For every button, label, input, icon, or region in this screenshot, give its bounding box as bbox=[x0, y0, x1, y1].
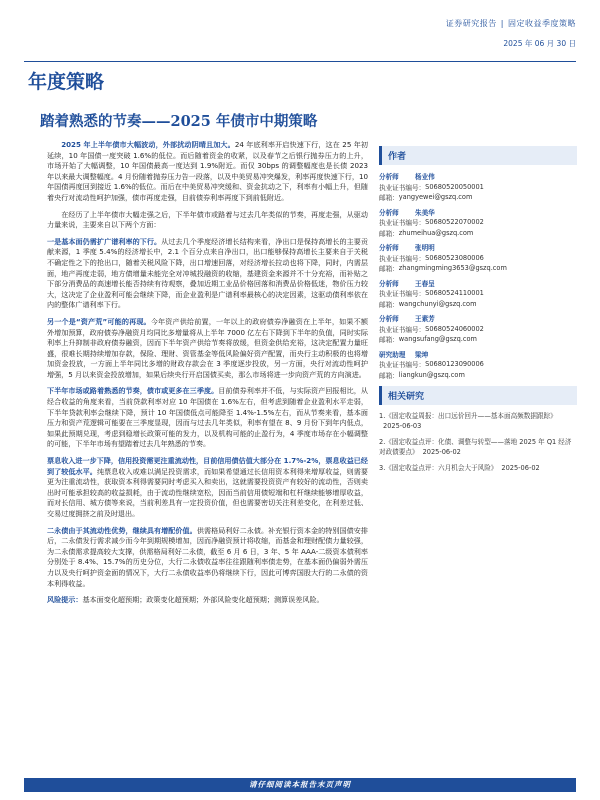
analyst-block bbox=[379, 349, 577, 381]
cert-number: S0680522070002 bbox=[425, 218, 484, 227]
analyst-name: 梁坤 bbox=[415, 350, 429, 359]
related-title: 2.《固定收益点评：化债、调整与转型——落地 2025 年 Q1 经济对政债要点》 bbox=[379, 438, 572, 456]
risk-body: 基本面变化超预期；政策变化超预期；外部风险变化超预期；测算误差风险。 bbox=[82, 595, 324, 605]
authors-heading: 作者 bbox=[379, 146, 577, 165]
analyst-name: 朱美华 bbox=[415, 208, 435, 217]
footer-disclaimer: 请仔细阅读本报告末页声明 bbox=[24, 778, 576, 792]
analyst-list bbox=[379, 171, 577, 380]
email-link[interactable]: wangsufang@gszq.com bbox=[398, 335, 477, 344]
paragraph-1 bbox=[47, 140, 368, 204]
paragraph-6 bbox=[47, 456, 368, 520]
paragraph-1-body: 24 年底利率开启快速下行，这在 25 年初延续，10 年国债一度突破 1.6%的低位。而后随着资金的收紧，以及春节之后银行抛券压力的上升，市场开始了大幅调整，10 年国债最高一度达到 1.9%附近。而仅 30bps 的调整幅度也是长债 2023 年以来最大调整幅度。4 月份随着抛券压力告一段落，以及中美贸易冲突爆发，利率再度快速下行，10 年国债再度回到接近 1.6%的低位。而后在中美贸易冲突缓和、资金抗动之下，利率有小幅上升，但随着央行对流动性呵护加强，债市再度走强，目前债券利率再度下到前低附近。 bbox=[47, 140, 368, 202]
related-title: 3.《固定收益点评：六月机会大于风险》 bbox=[379, 464, 498, 472]
paragraph-6-body: 纯票息收入或难以满足投资需求，而如果希望通过长信用资本利得来增厚收益，则需要更为注重流动性，获取资本利得需要同时考虑买入和卖出，这就需要投资资产有较好的流动性，否则卖出时可能承担较高的收益损耗，由于流动性继续宽松，因而当前信用债短端和杠杆继续能够增厚收益，而对长信用、城方债等来说，当前利差具有一定投资价值，但也需要密切关注利差变化，在利差过低、交易过度拥挤之前及时退出。 bbox=[47, 466, 369, 518]
header-separator: | bbox=[500, 19, 504, 28]
paragraph-7 bbox=[47, 526, 368, 590]
top-rule bbox=[24, 61, 576, 62]
header-right bbox=[446, 18, 576, 49]
related-date: 2025-06-03 bbox=[383, 422, 422, 430]
email-link[interactable]: zhangmingming3653@gszq.com bbox=[398, 264, 507, 273]
cert-label: 执业证书编号： bbox=[379, 219, 426, 228]
related-item[interactable] bbox=[379, 463, 577, 473]
report-date: 2025 年 06 月 30 日 bbox=[503, 39, 576, 48]
analyst-role: 研究助理 bbox=[379, 350, 406, 359]
paragraph-6-lead: 票息收入进一步下降，信用投资需更注重流动性，目前信用债估值大部分在 1.7%-2%，票息收益已经到了较低水平。 bbox=[47, 456, 368, 476]
email-label: 邮箱： bbox=[379, 300, 399, 309]
cert-label: 执业证书编号： bbox=[379, 183, 426, 192]
cert-label: 执业证书编号： bbox=[379, 290, 426, 299]
email-link[interactable]: zhumeihua@gszq.com bbox=[398, 228, 474, 237]
paragraph-5 bbox=[47, 386, 368, 450]
paragraph-3-body: 从过去几个季度经济增长结构来看，净出口是保持高增长的主要贡献来源，1 季度 5.4%的经济增长中，2.1 个百分点来自净出口，出口能够保持高增长主要来自于关税不确定性之下的抢出口，随着关税风险下降，出口增速回落，对经济增长拉动也将下降，同时，内需层面，地产再度走弱，地方债增量未能完全对冲城投融资的收缩，基建资金来源并不十分充裕，而补贴之下部分消费品的高速增长能否持续有待观察，叠加近期工业品价格回落和消费品价格低迷，物价压力较大，这决定了企业盈利可能会继续下降，而企业盈利是广谱利率最核心的决定因素，这驱动债利率依在内的整体广谱利率下行。 bbox=[47, 236, 369, 310]
report-type: 年度策略 bbox=[28, 71, 105, 93]
cert-label: 执业证书编号： bbox=[379, 254, 426, 263]
cert-number: S0680524060002 bbox=[425, 324, 484, 333]
cert-number: S0680524110001 bbox=[425, 289, 484, 298]
related-heading: 相关研究 bbox=[379, 386, 577, 405]
analyst-name: 杨业伟 bbox=[415, 173, 435, 182]
main-body bbox=[47, 140, 368, 610]
risk-warning bbox=[47, 595, 368, 606]
report-title: 踏着熟悉的节奏——2025 年债市中期策略 bbox=[40, 113, 318, 130]
paragraph-7-body: 供需格局利好二永债。补充银行资本金的特别国债安排后，二永债发行需求减少而今年到期规模增加，因而净融资预计将收缩，而基金和理财配债力量较强，为二永债需求提高较大支撑，供需格局利好二永债，截至 6 月 6 日，3 年、5 年 AAA-二级资本债利率分别处于 8.4%、15.7%的历史分位，大行二永债收益率往往跟随利率债走势，在基本面仍偏弱外需压力以及央行呵护资金面的情况下，大行二永债收益率仍将继续下行，因此可博弈国股大行的二永债的资本利得收益。 bbox=[47, 525, 369, 588]
related-item[interactable] bbox=[379, 411, 577, 431]
email-link[interactable]: yangyewei@gszq.com bbox=[398, 193, 473, 202]
sidebar bbox=[379, 146, 577, 479]
email-label: 邮箱： bbox=[379, 229, 399, 238]
analyst-name: 张明明 bbox=[415, 244, 435, 253]
analyst-block bbox=[379, 313, 577, 345]
paragraph-3-lead: 一是基本面仍需扩广谱利率的下行。 bbox=[47, 236, 162, 246]
email-label: 邮箱： bbox=[379, 194, 399, 203]
related-item[interactable] bbox=[379, 437, 577, 457]
email-label: 邮箱： bbox=[379, 336, 399, 345]
cert-label: 执业证书编号： bbox=[379, 325, 426, 334]
analyst-name: 王春呈 bbox=[415, 279, 435, 288]
report-sector: 固定收益季度策略 bbox=[508, 19, 576, 28]
analyst-block bbox=[379, 242, 577, 274]
paragraph-5-lead: 下半年市场或路着熟悉的节奏，债市或更多在三季度。 bbox=[47, 386, 219, 396]
analyst-role: 分析师 bbox=[379, 279, 399, 288]
analyst-block bbox=[379, 171, 577, 203]
analyst-block bbox=[379, 207, 577, 239]
cert-number: S0680520050001 bbox=[425, 182, 484, 191]
paragraph-3 bbox=[47, 237, 368, 311]
risk-label: 风险提示： bbox=[47, 595, 83, 605]
report-kind: 证券研究报告 bbox=[445, 19, 497, 28]
analyst-role: 分析师 bbox=[379, 244, 399, 253]
cert-number: S0680123090006 bbox=[425, 360, 484, 369]
paragraph-5-body: 目前债券利率并不低，与实际资产回报相比，从经合收益的角度来看，当前贷款利率对应 10 年国债在 1.6%左右，但考虑到随着企业盈利水平走弱，下半年贷款利率会继续下降，预计 10 年国债低点可能降至 1.4%-1.5%左右，而从节奏来看，基本面压力和资产荒逻辑可能要在三季度显现，因而与过去几年类似，利率有望在 8、9 月份下到年内低点，如果此预期兑现，考虑到稳增长政策可能的发力，以及机构可能的止盈行为，4 季度市场存在小幅调整的可能，下半年市场有望踏着过去几年熟悉的节奏。 bbox=[47, 386, 369, 449]
email-label: 邮箱： bbox=[379, 265, 399, 274]
analyst-block bbox=[379, 278, 577, 310]
paragraph-4-body: 今年资产供给前置，一年以上的政府债券净融资在上半年，如果不额外增加预算，政府债券净融资月均同比多增量将从上半年 7000 亿左右下降到下半年的负值，同时实际利率上升抑制非政府债券融资，因而下半年资产供给节奏将放缓，但资金供给充裕，这决定配置力量旺盛，很难长期持续增加存款，保险、理财、资管基金等低风险偏好资产配置，而央行主动积极的也将增加资金投放，一方面上半年同比多增的财政存款会在 3 季度逐步投放，另一方面，央行对流动性呵护增强，5 月以来资金投放增加，如果后续央行开启国债买卖，那么市场将进一步向资产荒的方向演进。 bbox=[47, 316, 368, 379]
analyst-role: 分析师 bbox=[379, 315, 399, 324]
cert-number: S0680523080006 bbox=[425, 253, 484, 262]
cert-label: 执业证书编号： bbox=[379, 361, 426, 370]
analyst-name: 王素芳 bbox=[415, 315, 435, 324]
analyst-role: 分析师 bbox=[379, 208, 399, 217]
related-title: 1.《固定收益周报：出口远价回升——基本面高频数据跟踪》 bbox=[379, 412, 557, 420]
paragraph-4 bbox=[47, 317, 368, 381]
analyst-role: 分析师 bbox=[379, 173, 399, 182]
paragraph-1-lead: 2025 年上半年债市大幅波动，外部扰动阴晴且加大。 bbox=[61, 140, 235, 149]
related-date: 2025-06-02 bbox=[501, 464, 540, 472]
related-date: 2025-06-02 bbox=[422, 448, 461, 456]
related-list bbox=[379, 411, 577, 473]
email-link[interactable]: wangchunyi@gszq.com bbox=[398, 299, 477, 308]
paragraph-7-lead: 二永债由于其流动性优势，继续具有增配价值。 bbox=[47, 525, 197, 535]
email-label: 邮箱： bbox=[379, 371, 399, 380]
paragraph-2: 在经历了上半年债市大幅走强之后，下半年债市或路着与过去几年类似的节奏，再度走强，从驱动力量来说，主要来自以下两个方面： bbox=[47, 209, 368, 230]
email-link[interactable]: liangkun@gszq.com bbox=[398, 370, 465, 379]
paragraph-4-lead: 另一个是“资产荒”可能的再现。 bbox=[47, 316, 151, 326]
